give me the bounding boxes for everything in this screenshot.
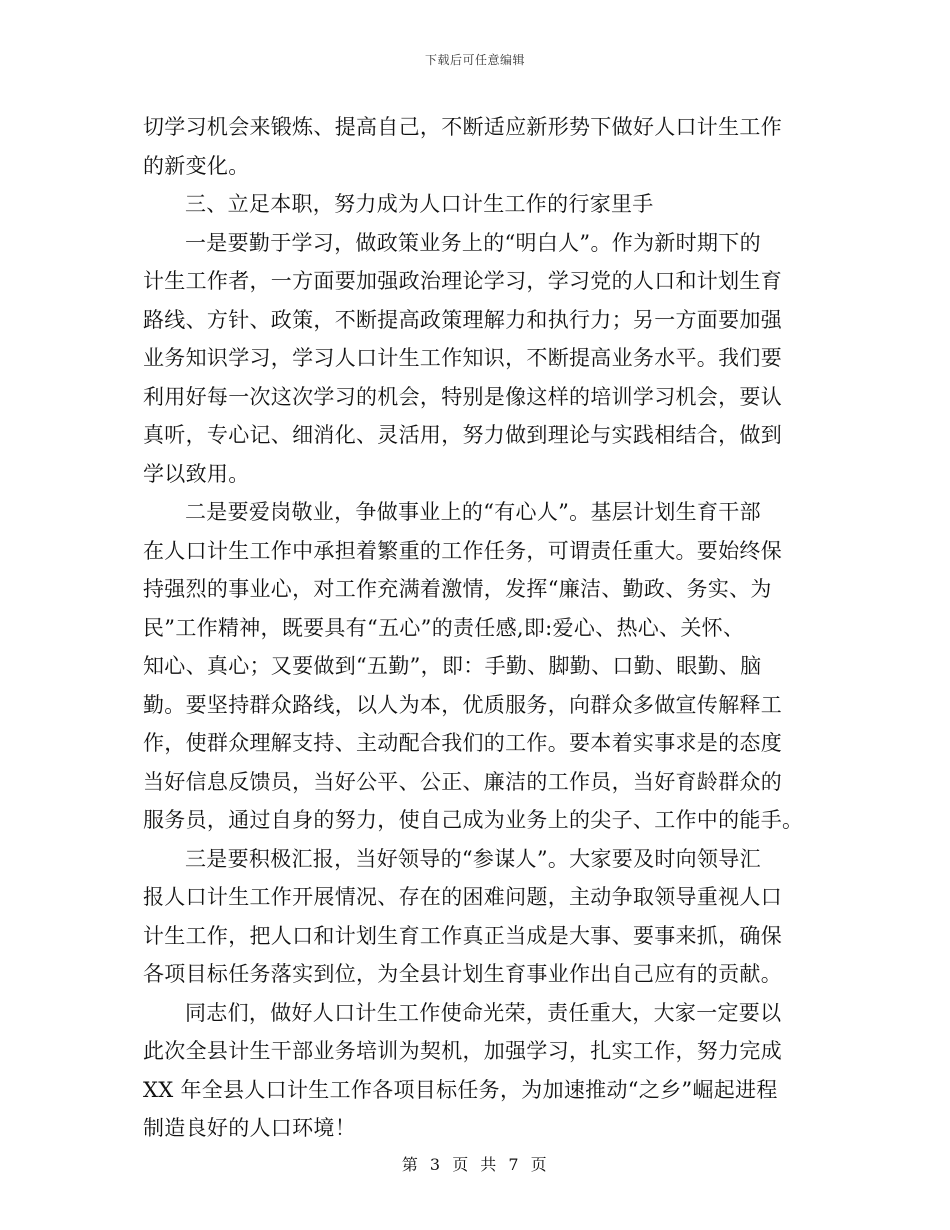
text-line: 知心、真心；又要做到“五勤”，即：手勤、脚勤、口勤、眼勤、脑 <box>143 654 762 678</box>
text-line: 当好信息反馈员，当好公平、公正、廉洁的工作员，当好育龄群众的 <box>143 769 782 794</box>
paragraph-start: 同志们，做好人口计生工作使命光荣，责任重大，大家一定要以 <box>185 1000 782 1025</box>
text-line: 勤。要坚持群众路线，以人为本，优质服务，向群众多做宣传解释工 <box>143 692 782 717</box>
text-line: 计生工作者，一方面要加强政治理论学习，学习党的人口和计划生育 <box>143 269 782 293</box>
text-line: XX 年全县人口计生工作各项目标任务，为加速推动“之乡”崛起进程 <box>143 1077 778 1102</box>
text-line: 作，使群众理解支持、主动配合我们的工作。要本着实事求是的态度 <box>143 731 782 755</box>
text-line: 业务知识学习，学习人口计生工作知识，不断提高业务水平。我们要 <box>143 346 782 370</box>
header-note: 下载后可任意编辑 <box>424 53 525 67</box>
paragraph-start: 一是要勤于学习，做政策业务上的“明白人”。作为新时期下的 <box>185 230 761 255</box>
text-line: 切学习机会来锻炼、提高自己，不断适应新形势下做好人口计生工作 <box>143 115 782 139</box>
text-line: 民”工作精神，既要具有“五心”的责任感,即:爱心、热心、关怀、 <box>143 615 745 640</box>
text-line: 服务员，通过自身的努力，使自己成为业务上的尖子、工作中的能手。 <box>143 808 804 832</box>
text-line: 此次全县计生干部业务培训为契机，加强学习，扎实工作，努力完成 <box>143 1039 782 1063</box>
text-line: 利用好每一次这次学习的机会，特别是像这样的培训学习机会，要认 <box>143 384 782 409</box>
text-line: 的新变化。 <box>143 153 250 178</box>
page-number: 第 3 页 共 7 页 <box>401 1155 549 1174</box>
text-line: 真听，专心记、细消化、灵活用，努力做到理论与实践相结合，做到 <box>143 423 782 447</box>
document-body <box>143 108 807 1148</box>
text-line: 各项目标任务落实到位，为全县计划生育事业作出自己应有的贡献。 <box>143 962 782 986</box>
section-heading: 三、立足本职，努力成为人口计生工作的行家里手 <box>185 192 654 216</box>
text-line: 持强烈的事业心，对工作充满着激情，发挥“廉洁、勤政、务实、为 <box>143 577 772 601</box>
paragraph-start: 三是要积极汇报，当好领导的“参谋人”。大家要及时向领导汇 <box>185 846 761 871</box>
text-line: 路线、方针、政策，不断提高政策理解力和执行力；另一方面要加强 <box>143 307 782 332</box>
paragraph-start: 二是要爱岗敬业，争做事业上的“有心人”。基层计划生育干部 <box>185 500 761 524</box>
text-line: 制造良好的人口环境！ <box>143 1116 356 1140</box>
text-line: 计生工作，把人口和计划生育工作真正当成是大事、要事来抓，确保 <box>143 923 782 948</box>
text-line: 学以致用。 <box>143 461 250 486</box>
text-line: 报人口计生工作开展情况、存在的困难问题，主动争取领导重视人口 <box>143 885 782 909</box>
text-line: 在人口计生工作中承担着繁重的工作任务，可谓责任重大。要始终保 <box>143 538 782 563</box>
